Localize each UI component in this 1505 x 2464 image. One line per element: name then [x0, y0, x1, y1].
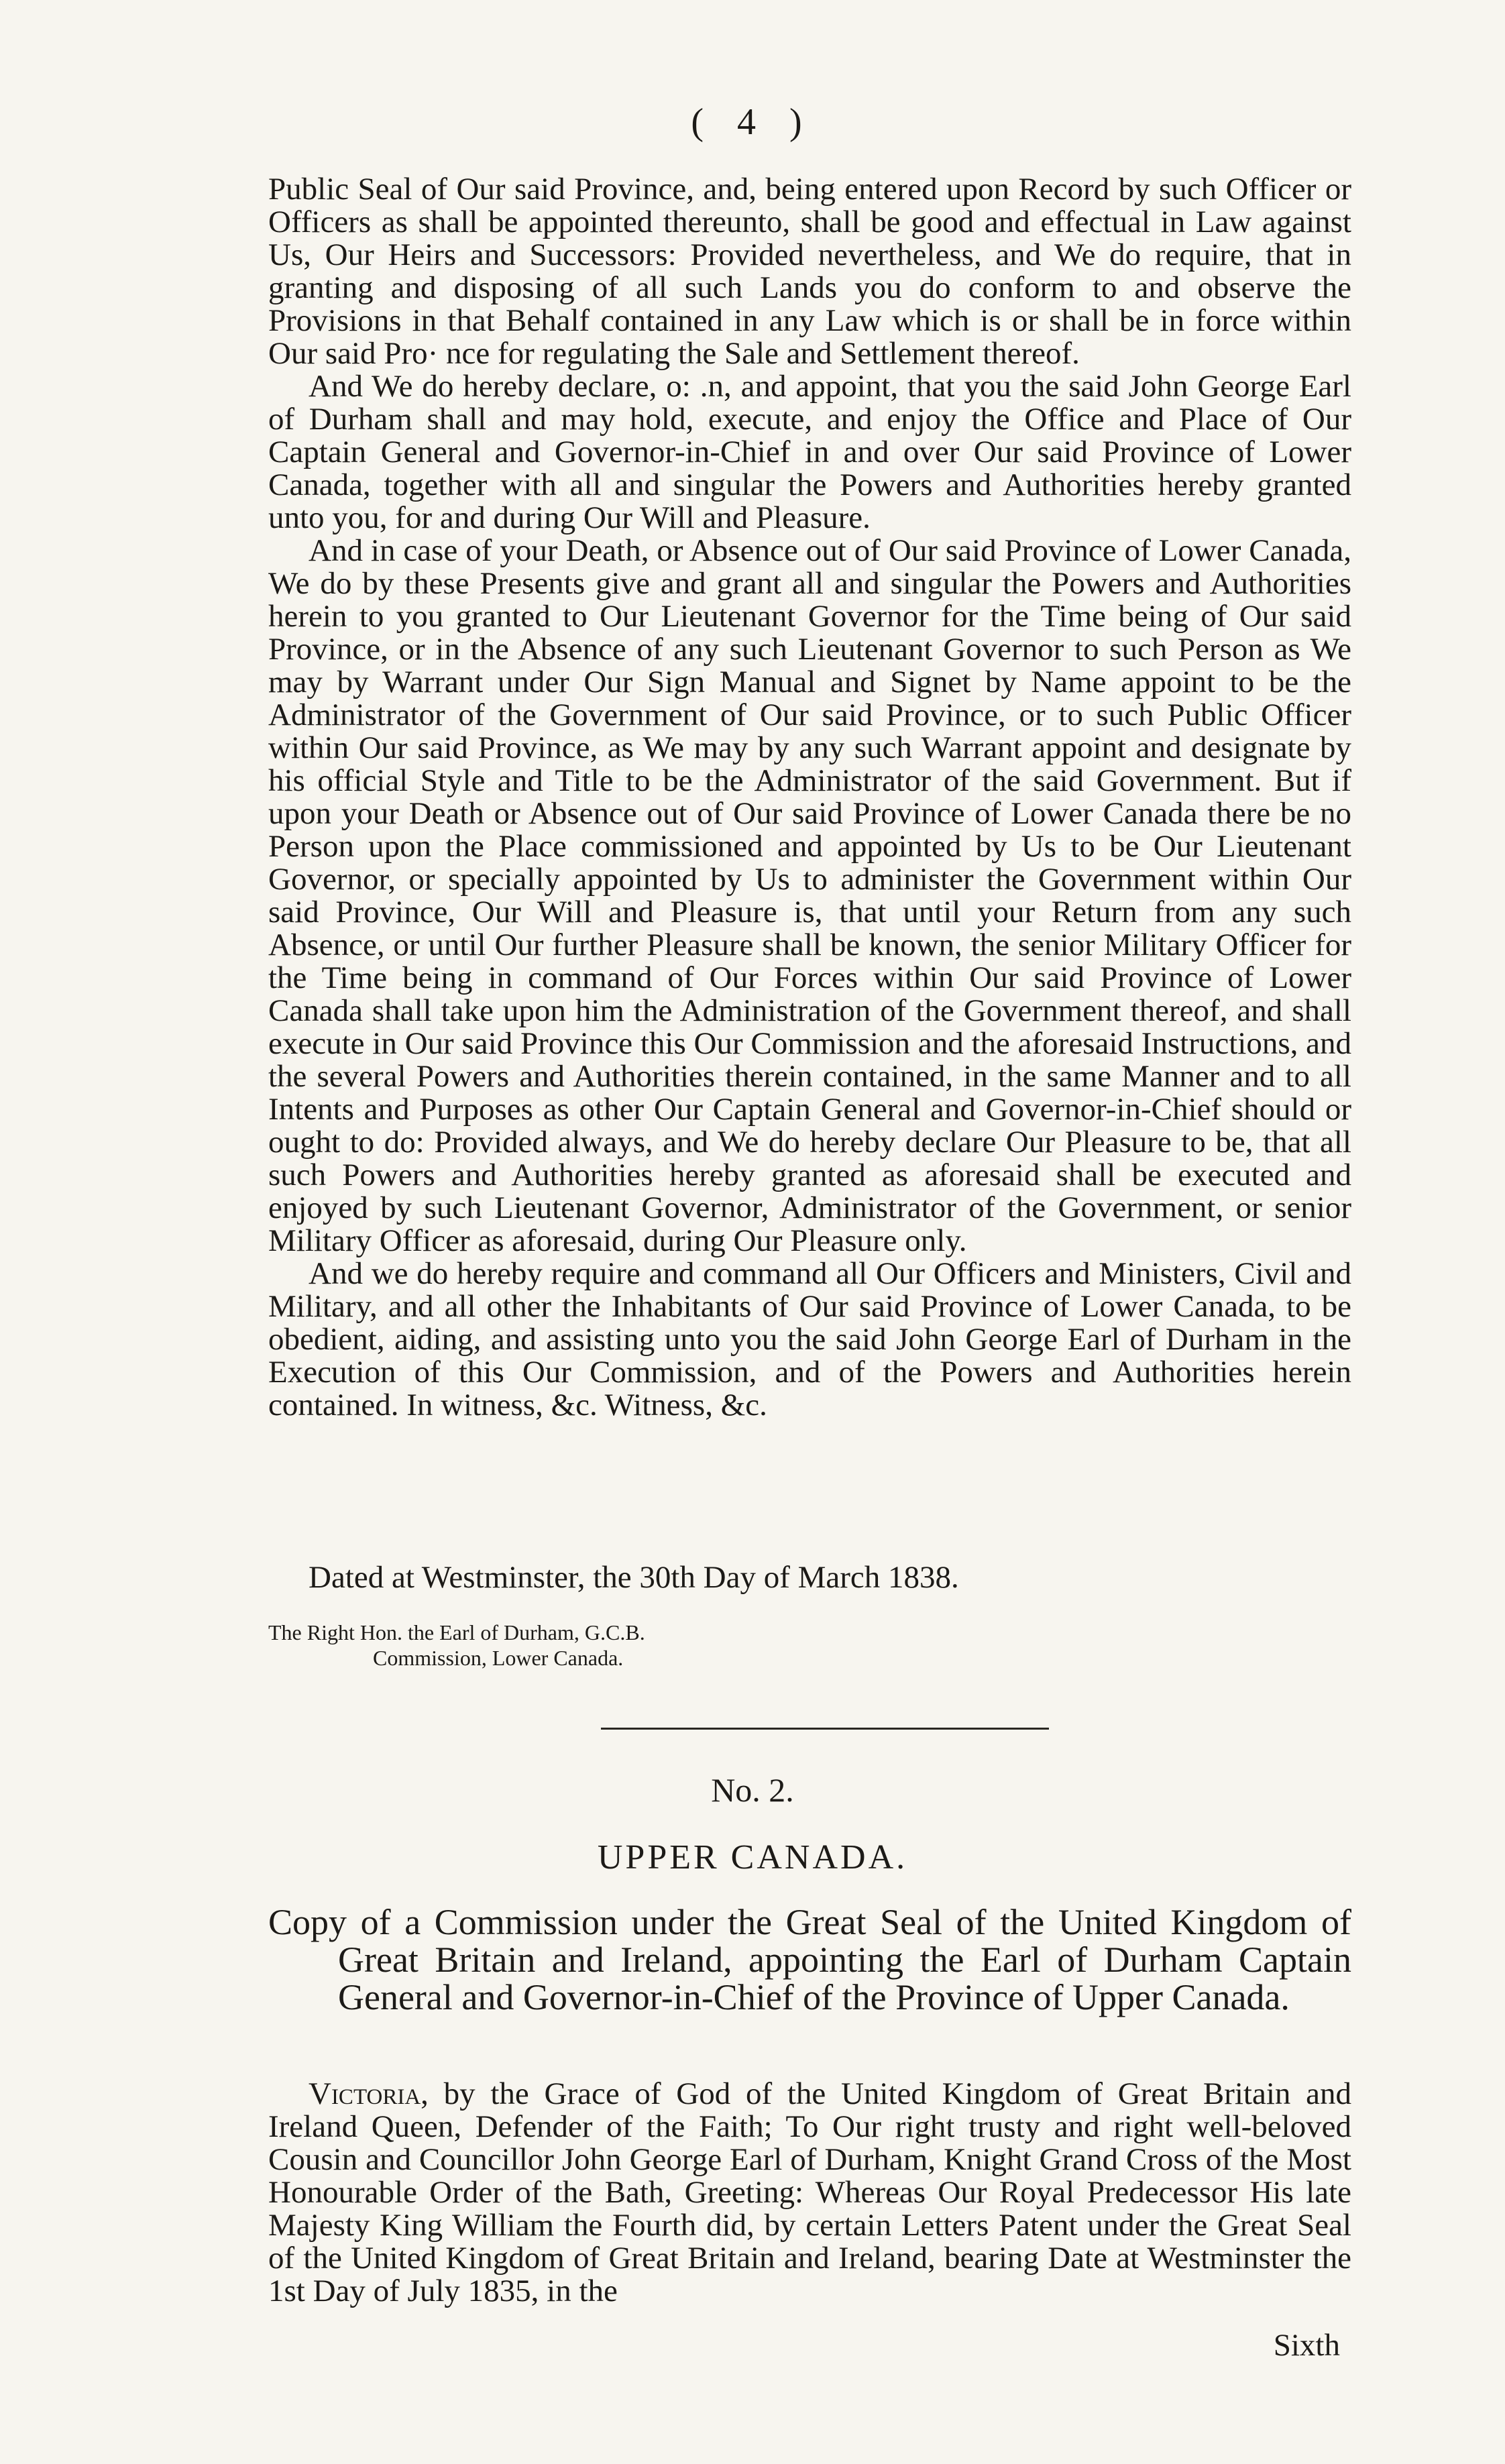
paragraph-seal-continuation: Public Seal of Our said Province, and, being entered upon Record by such Officer or Officers as shall be appointed thereunto, shall be good and effectual in Law against Us, Our Heirs and Successors: Provided nevertheless, and We do require, that in granting and disposing of all such Lands you do conform to and observe the Provisions in that Behalf contained in any Law which is or shall be in force within Our said Pro· nce for regulating the Sale and Settlement thereof.	[268, 172, 1351, 371]
commission-body-lower-canada	[268, 173, 1351, 1422]
addressee-line: The Right Hon. the Earl of Durham, G.C.B.	[268, 1620, 645, 1644]
paragraph-command-to-officers: And we do hereby require and command all Our Officers and Ministers, Civil and Military, and all other the Inhabitants of Our said Province of Lower Canada, to be obedient, aiding, and assisting unto you the said John George Earl of Durham in the Execution of this Our Commission, and of the Powers and Authorities herein contained. In witness, &c. Witness, &c.	[268, 1256, 1351, 1422]
opening-text: by the Grace of God of the United Kingdom of Great Britain and Ireland Queen, Defender of the Faith; To Our right trusty and right well-beloved Cousin and Councillor John George Earl of Durham, Knight Grand Cross of the Most Honourable Order of the Bath, Greeting: Whereas Our Royal Predecessor His late Majesty King William the Fourth did, by certain Letters Patent under the Great Seal of the United Kingdom of Great Britain and Ireland, bearing Date at Westminster the 1st Day of July 1835, in the	[268, 2076, 1351, 2308]
page-number: ( 4 )	[691, 101, 814, 143]
section-divider-rule	[601, 1728, 1049, 1730]
document-number-heading: No. 2.	[711, 1771, 794, 1809]
paragraph-death-or-absence: And in case of your Death, or Absence out of Our said Province of Lower Canada, We do by these Presents give and grant all and singular the Powers and Authorities herein to you granted to Our Lieutenant Governor for the Time being of Our said Province, or in the Absence of any such Lieutenant Governor to such Person as We may by Warrant under Our Sign Manual and Signet by Name appoint to be the Administrator of the Government of Our said Province, or to such Public Officer within Our said Province, as We may by any such Warrant appoint and designate by his official Style and Title to be the Administrator of the said Government. But if upon your Death or Absence out of Our said Province of Lower Canada there be no Person upon the Place commissioned and appointed by Us to be Our Lieutenant Governor, or specially appointed by Us to administer the Government within Our said Province, Our Will and Pleasure is, that until your Return from any such Absence, or until Our further Pleasure shall be known, the senior Military Officer for the Time being in command of Our Forces within Our said Province of Lower Canada shall take upon him the Administration of the Government thereof, and shall execute in Our said Province this Our Commission and the aforesaid Instructions, and the several Powers and Authorities therein contained, in the same Manner and to all Intents and Purposes as other Our Captain General and Governor-in-Chief should or ought to do: Provided always, and We do hereby declare Our Pleasure to be, that all such Powers and Authorities hereby granted as aforesaid shall be executed and enjoyed by such Lieutenant Governor, Administrator of the Government, or senior Military Officer as aforesaid, during Our Pleasure only.	[268, 533, 1351, 1258]
paragraph-victoria-opening	[268, 2078, 1351, 2308]
province-heading: UPPER CANADA.	[597, 1838, 908, 1877]
commission-body-upper-canada	[268, 2078, 1351, 2308]
commission-title: Copy of a Commission under the Great Seal of the United Kingdom of Great Britain and Ireland, appointing the Earl of Durham Captain General and Governor-in-Chief of the Province of Upper Canada.	[268, 1902, 1351, 2017]
dated-line: Dated at Westminster, the 30th Day of March 1838.	[309, 1560, 959, 1595]
addressee-block	[268, 1620, 645, 1671]
opening-word: Victoria,	[309, 2076, 429, 2111]
paragraph-appointment-declaration: And We do hereby declare, o: .n, and appoint, that you the said John George Earl of Durham shall and may hold, execute, and enjoy the Office and Place of Our Captain General and Governor-in-Chief in and over Our said Province of Lower Canada, together with all and singular the Powers and Authorities hereby granted unto you, for and during Our Will and Pleasure.	[268, 369, 1351, 535]
commission-label: Commission, Lower Canada.	[373, 1646, 624, 1670]
catchword: Sixth	[1273, 2328, 1340, 2363]
